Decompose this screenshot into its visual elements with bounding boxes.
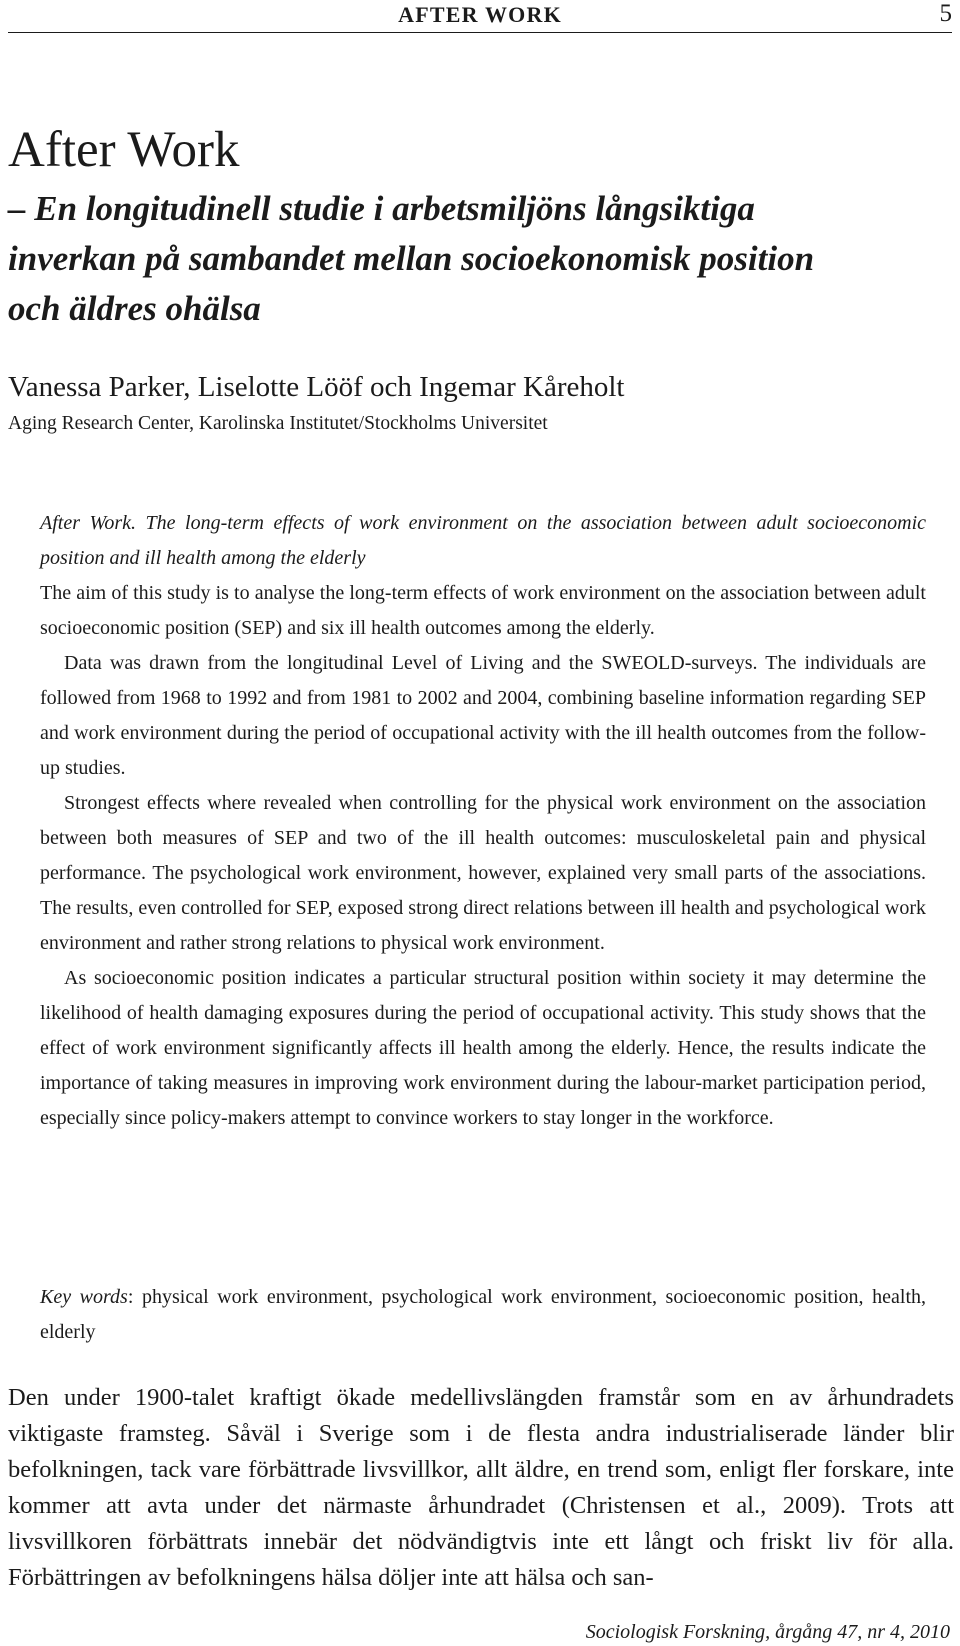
running-head: [8, 0, 952, 33]
subtitle-line: inverkan på sambandet mellan socioekonomisk position: [8, 239, 815, 278]
abstract-paragraph: Strongest effects where revealed when controlling for the physical work environment on the association between both measures of SEP and two of the ill health outcomes: musculoskeletal pain and physical performance. The psychological work environment, however, explained very small parts of the associations. The results, even controlled for SEP, exposed strong direct relations between ill health and psychological work environment and rather strong relations to physical work environment.: [40, 792, 926, 954]
journal-footer: Sociologisk Forskning, årgång 47, nr 4, 2010: [585, 1621, 950, 1643]
keywords: [40, 1280, 926, 1350]
abstract-paragraph: As socioeconomic position indicates a particular structural position within society it may determine the likelihood of health damaging exposures during the period of occupational activity. This study shows that the effect of work environment significantly affects ill health among the elderly. Hence, the results indicate the importance of taking measures in improving work environment during the labour-market participation period, especially since policy-makers attempt to convince workers to stay longer in the workforce.: [40, 967, 926, 1129]
abstract-lead: After Work.: [40, 512, 136, 534]
abstract-english-title: The long-term effects of work environment on the association between adult socioeconomic position and ill health among the elderly: [40, 512, 927, 569]
keywords-label: Key words: [40, 1286, 128, 1308]
affiliation: Aging Research Center, Karolinska Institutet/Stockholms Universitet: [8, 413, 548, 434]
abstract-heading: [40, 506, 926, 576]
running-head-title: AFTER WORK: [398, 2, 562, 27]
article-title: After Work: [8, 122, 240, 178]
abstract-paragraph: Data was drawn from the longitudinal Level of Living and the SWEOLD-surveys. The individuals are followed from 1968 to 1992 and from 1981 to 2002 and 2004, combining baseline information regarding SEP and work environment during the period of occupational activity with the ill health outcomes from the follow-up studies.: [40, 652, 926, 779]
subtitle-line: – En longitudinell studie i arbetsmiljöns långsiktiga: [8, 189, 755, 228]
body-paragraph: Den under 1900-talet kraftigt ökade medellivslängden framstår som en av århundradets viktigaste framsteg. Såväl i Sverige som i de flesta andra industrialiserade länder blir befolkningen, tack vare förbättrade livsvillkor, allt äldre, en trend som, enligt fler forskare, inte kommer att avta under det närmaste århundradet (Christensen et al., 2009). Trots att livsvillkoren förbättrats innebär det nödvändigtvis inte ett långt och friskt liv för alla. Förbättringen av befolkningens hälsa döljer inte att hälsa och san-: [8, 1384, 954, 1591]
keywords-text: : physical work environment, psychological work environment, socioeconomic position, health, elderly: [40, 1286, 926, 1343]
abstract-paragraph: The aim of this study is to analyse the long-term effects of work environment on the association between adult socioeconomic position (SEP) and six ill health outcomes among the elderly.: [40, 582, 926, 639]
abstract: [40, 506, 926, 1136]
page-number: 5: [939, 0, 952, 27]
authors: Vanessa Parker, Liselotte Lööf och Ingemar Kåreholt: [8, 371, 625, 403]
article-subtitle: [8, 184, 948, 334]
subtitle-line: och äldres ohälsa: [8, 289, 261, 328]
